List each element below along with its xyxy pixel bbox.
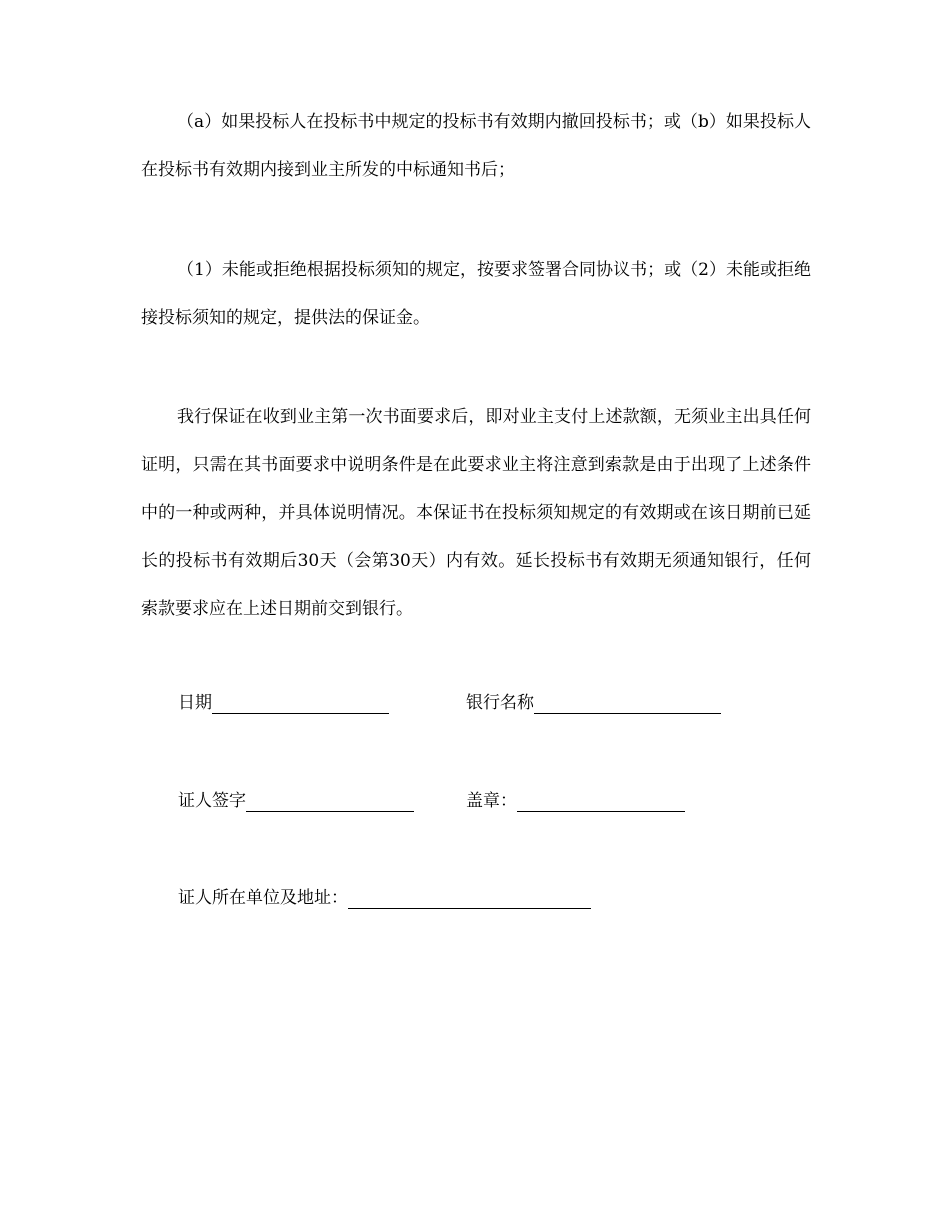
witness-signature-label: 证人签字 xyxy=(178,791,246,811)
seal-field xyxy=(466,789,685,813)
witness-address-blank-line[interactable] xyxy=(348,888,591,909)
date-field xyxy=(178,691,389,715)
witness-signature-blank-line[interactable] xyxy=(246,791,414,812)
bank-name-field xyxy=(466,691,721,715)
bank-name-label: 银行名称 xyxy=(466,693,534,713)
paragraph-conditions-1-2: （1）未能或拒绝根据投标须知的规定，按要求签署合同协议书；或（2）未能或拒绝接投标须知的规定，提供法的保证金。 xyxy=(141,260,811,328)
paragraph-guarantee-terms: 我行保证在收到业主第一次书面要求后，即对业主支付上述款额，无须业主出具任何证明，只需在其书面要求中说明条件是在此要求业主将注意到索款是由于出现了上述条件中的一种或两种，并具体说明情况。本保证书在投标须知规定的有效期或在该日期前已延长的投标书有效期后30天（会第30天）内有效。延长投标书有效期无须通知银行，任何索款要求应在上述日期前交到银行。 xyxy=(141,407,811,619)
date-blank-line[interactable] xyxy=(212,693,389,714)
date-label: 日期 xyxy=(178,693,212,713)
seal-blank-line[interactable] xyxy=(517,791,685,812)
seal-label: 盖章： xyxy=(466,791,517,811)
witness-address-field xyxy=(178,886,591,910)
witness-signature-field xyxy=(178,789,414,813)
bank-name-blank-line[interactable] xyxy=(534,693,721,714)
paragraph-conditions-a-b: （a）如果投标人在投标书中规定的投标书有效期内撤回投标书；或（b）如果投标人在投标书有效期内接到业主所发的中标通知书后； xyxy=(141,112,811,180)
witness-address-label: 证人所在单位及地址： xyxy=(178,888,348,908)
